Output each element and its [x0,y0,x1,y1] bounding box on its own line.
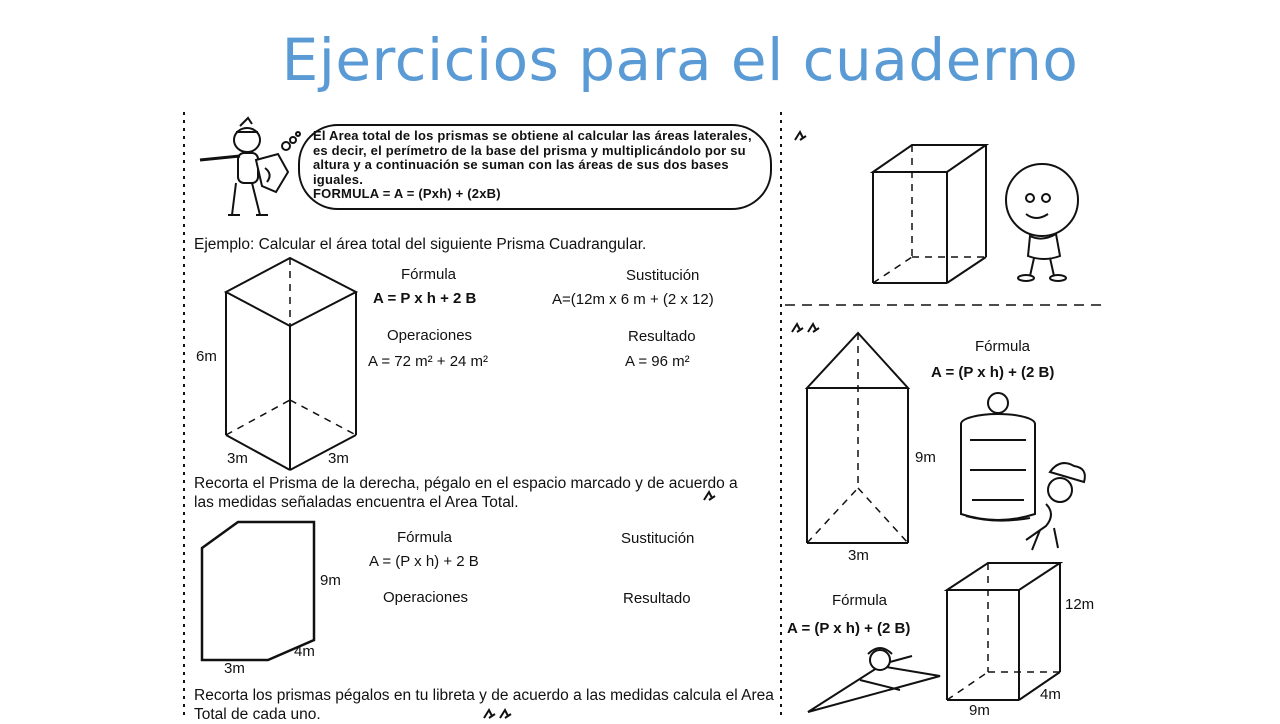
exercise1-formula-label: Fórmula [397,529,453,546]
chef-character [961,393,1085,550]
rectangular-formula: A = (P x h) + (2 B) [787,620,911,637]
exercise1-shape [202,522,314,660]
example-base-left-label: 3m [227,450,248,467]
rectangular-base-label: 9m [969,702,990,719]
intro-bubble-text [313,129,769,202]
example-result-label: Resultado [628,328,696,345]
example-base-right-label: 3m [328,450,349,467]
exercise1-result-label: Resultado [623,590,691,607]
bottom-right-prism [947,563,1060,700]
exercise1-operations-label: Operaciones [383,589,469,606]
exercise1-base-label: 3m [224,660,245,677]
rectangular-formula-label: Fórmula [832,592,888,609]
example-result: A = 96 m² [625,353,690,370]
slide-title: Ejercicios para el cuaderno [281,26,1079,94]
round-head-character [1006,164,1078,281]
example-substitution-label: Sustitución [626,267,700,284]
exercise1-formula: A = (P x h) + 2 B [369,553,479,570]
exercise1-depth-label: 4m [294,643,315,660]
exercise1-height-label: 9m [320,572,341,589]
example-heading: Ejemplo: Calcular el área total del siguiente Prisma Cuadrangular. [194,236,647,253]
example-formula: A = P x h + 2 B [373,290,477,307]
example-height-label: 6m [196,348,217,365]
knight-illustration [200,118,300,215]
triangular-prism [807,333,908,543]
paper-plane-illustration [808,648,940,712]
example-operations: A = 72 m² + 24 m² [368,353,489,370]
example-formula-label: Fórmula [401,266,457,283]
intro-text: El Area total de los prismas se obtiene al calcular las áreas laterales, es decir, el perímetro de la base del prisma y multiplicándolo por su altura y a continuación se suman con las áreas de sus dos bases iguales. [313,128,752,187]
example-operations-label: Operaciones [387,327,473,344]
triangular-base-label: 3m [848,547,869,564]
intro-formula: FORMULA = A = (Pxh) + (2xB) [313,186,501,201]
example-substitution: A=(12m x 6 m + (2 x 12) [552,291,714,308]
triangular-formula-label: Fórmula [975,338,1031,355]
exercise1-instruction: Recorta el Prisma de la derecha, pégalo en el espacio marcado y de acuerdo a las medidas señaladas encuentra el Area Total. [194,475,738,511]
triangular-formula: A = (P x h) + (2 B) [931,364,1055,381]
exercise2-instruction: Recorta los prismas pégalos en tu libreta y de acuerdo a las medidas calcula el Area Total de cada uno. [194,687,774,723]
pencil-marks [484,132,819,718]
example-prism [226,258,356,470]
top-right-prism [873,145,986,283]
triangular-height-label: 9m [915,449,936,466]
exercise1-substitution-label: Sustitución [621,530,695,547]
rectangular-depth-label: 4m [1040,686,1061,703]
rectangular-height-label: 12m [1065,596,1095,613]
